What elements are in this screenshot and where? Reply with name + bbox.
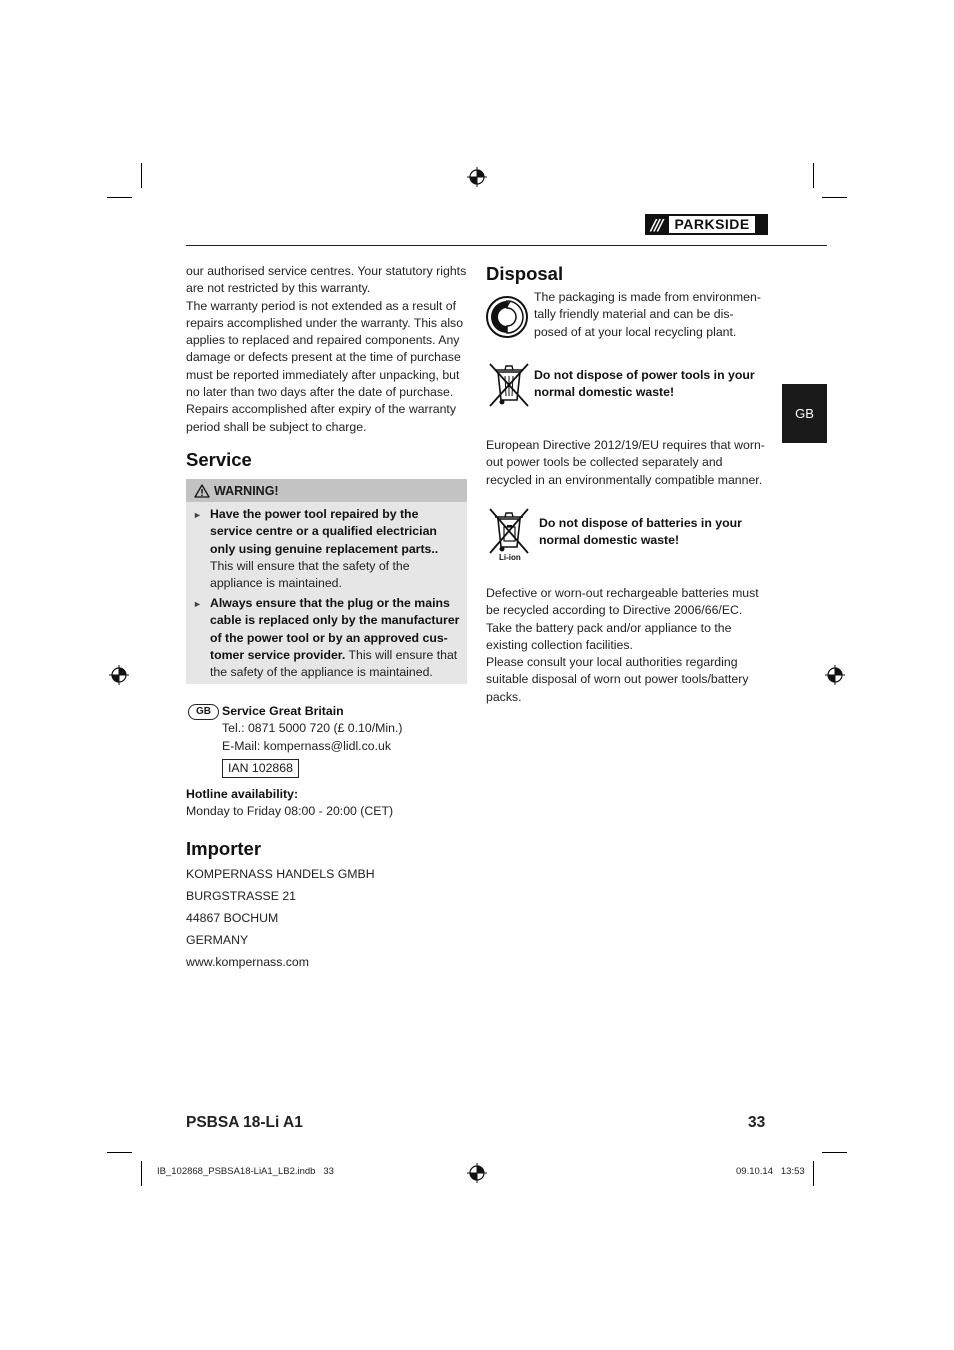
page-number: 33 [748,1114,766,1131]
battery-disposal-warning: Do not dispose of batteries in your normal domestic waste! [539,516,742,548]
importer-heading: Importer [186,838,262,859]
packaging-text: The packaging is made from environmen-tally friendly material and can be dis-posed of at your local recycling plant. [534,290,761,339]
warning-header: WARNING! [186,479,467,502]
battery-icon-label: Li-ion [499,553,521,562]
crop-mark [107,1152,132,1153]
green-dot-recycling-icon [486,296,528,338]
crop-mark [822,197,847,198]
service-contact: Service Great Britain Tel.: 0871 5000 720 (£ 0.10/Min.) E-Mail: kompernass@lidl.co.uk [222,704,403,753]
tools-disposal-warning: Do not dispose of power tools in your normal domestic waste! [534,368,755,400]
warning-triangle-icon [194,484,210,498]
bullet-arrow-icon: ► [193,510,202,520]
hotline: Hotline availability: Monday to Friday 08:00 - 20:00 (CET) [186,787,394,819]
warranty-text: our authorised service centres. Your statutory rights are not restricted by this warranty. The warranty period is not extended as a result of repairs accomplished under the warranty. This also applies to replaced and repaired components. Any damage or defects present at the time of purchase must be reported immediately after unpacking, but no later than two days after the date of purchase. Repairs accomplished after expiry of the warranty period shall be subject to charge. [186,264,467,434]
crop-mark [141,163,142,188]
print-slug-date: 09.10.14 13:53 [736,1166,805,1177]
crop-mark [107,197,132,198]
language-tab: GB [782,384,827,443]
disposal-heading: Disposal [486,263,564,284]
warning-item: Have the power tool repaired by the service centre or a qualified electrician only using genuine replacement parts.. This will ensure that the safety of the appliance is maintained. [210,507,439,591]
importer-address: KOMPERNASS HANDELS GMBH BURGSTRASSE 21 44867 BOCHUM GERMANY www.kompernass.com [186,867,375,969]
crop-mark [813,1161,814,1186]
ian-box: IAN 102868 [222,759,299,778]
crossed-bin-icon [486,360,532,408]
bullet-arrow-icon: ► [193,599,202,609]
warning-item: Always ensure that the plug or the mains cable is replaced only by the manufacturer of the power tool or by an approved cus-tomer service provider. This will ensure that the safety of the appliance is maintained. [210,596,460,680]
parkside-logo: /// PARKSIDE [645,214,768,235]
warning-box [186,479,467,684]
service-heading: Service [186,449,252,470]
country-code-badge: GB [188,704,219,720]
directive-text: European Directive 2012/19/EU requires that worn-out power tools be collected separately and recycled in an environmentally compatible manner. [486,438,765,487]
registration-mark-icon [467,167,487,187]
registration-mark-icon [467,1163,487,1183]
header-rule [186,245,827,246]
battery-text: Defective or worn-out rechargeable batteries must be recycled according to Directive 2006/66/EC. Take the battery pack and/or appliance to the existing collection facilities. Please consult your local authorities regarding suitable disposal of worn out power tools/battery packs. [486,586,759,704]
print-slug-file: IB_102868_PSBSA18-LiA1_LB2.indb 33 [157,1166,334,1177]
model-name: PSBSA 18-Li A1 [186,1114,303,1131]
registration-mark-icon [109,665,129,685]
crop-mark [141,1161,142,1186]
registration-mark-icon [825,665,845,685]
crop-mark [813,163,814,188]
crop-mark [822,1152,847,1153]
